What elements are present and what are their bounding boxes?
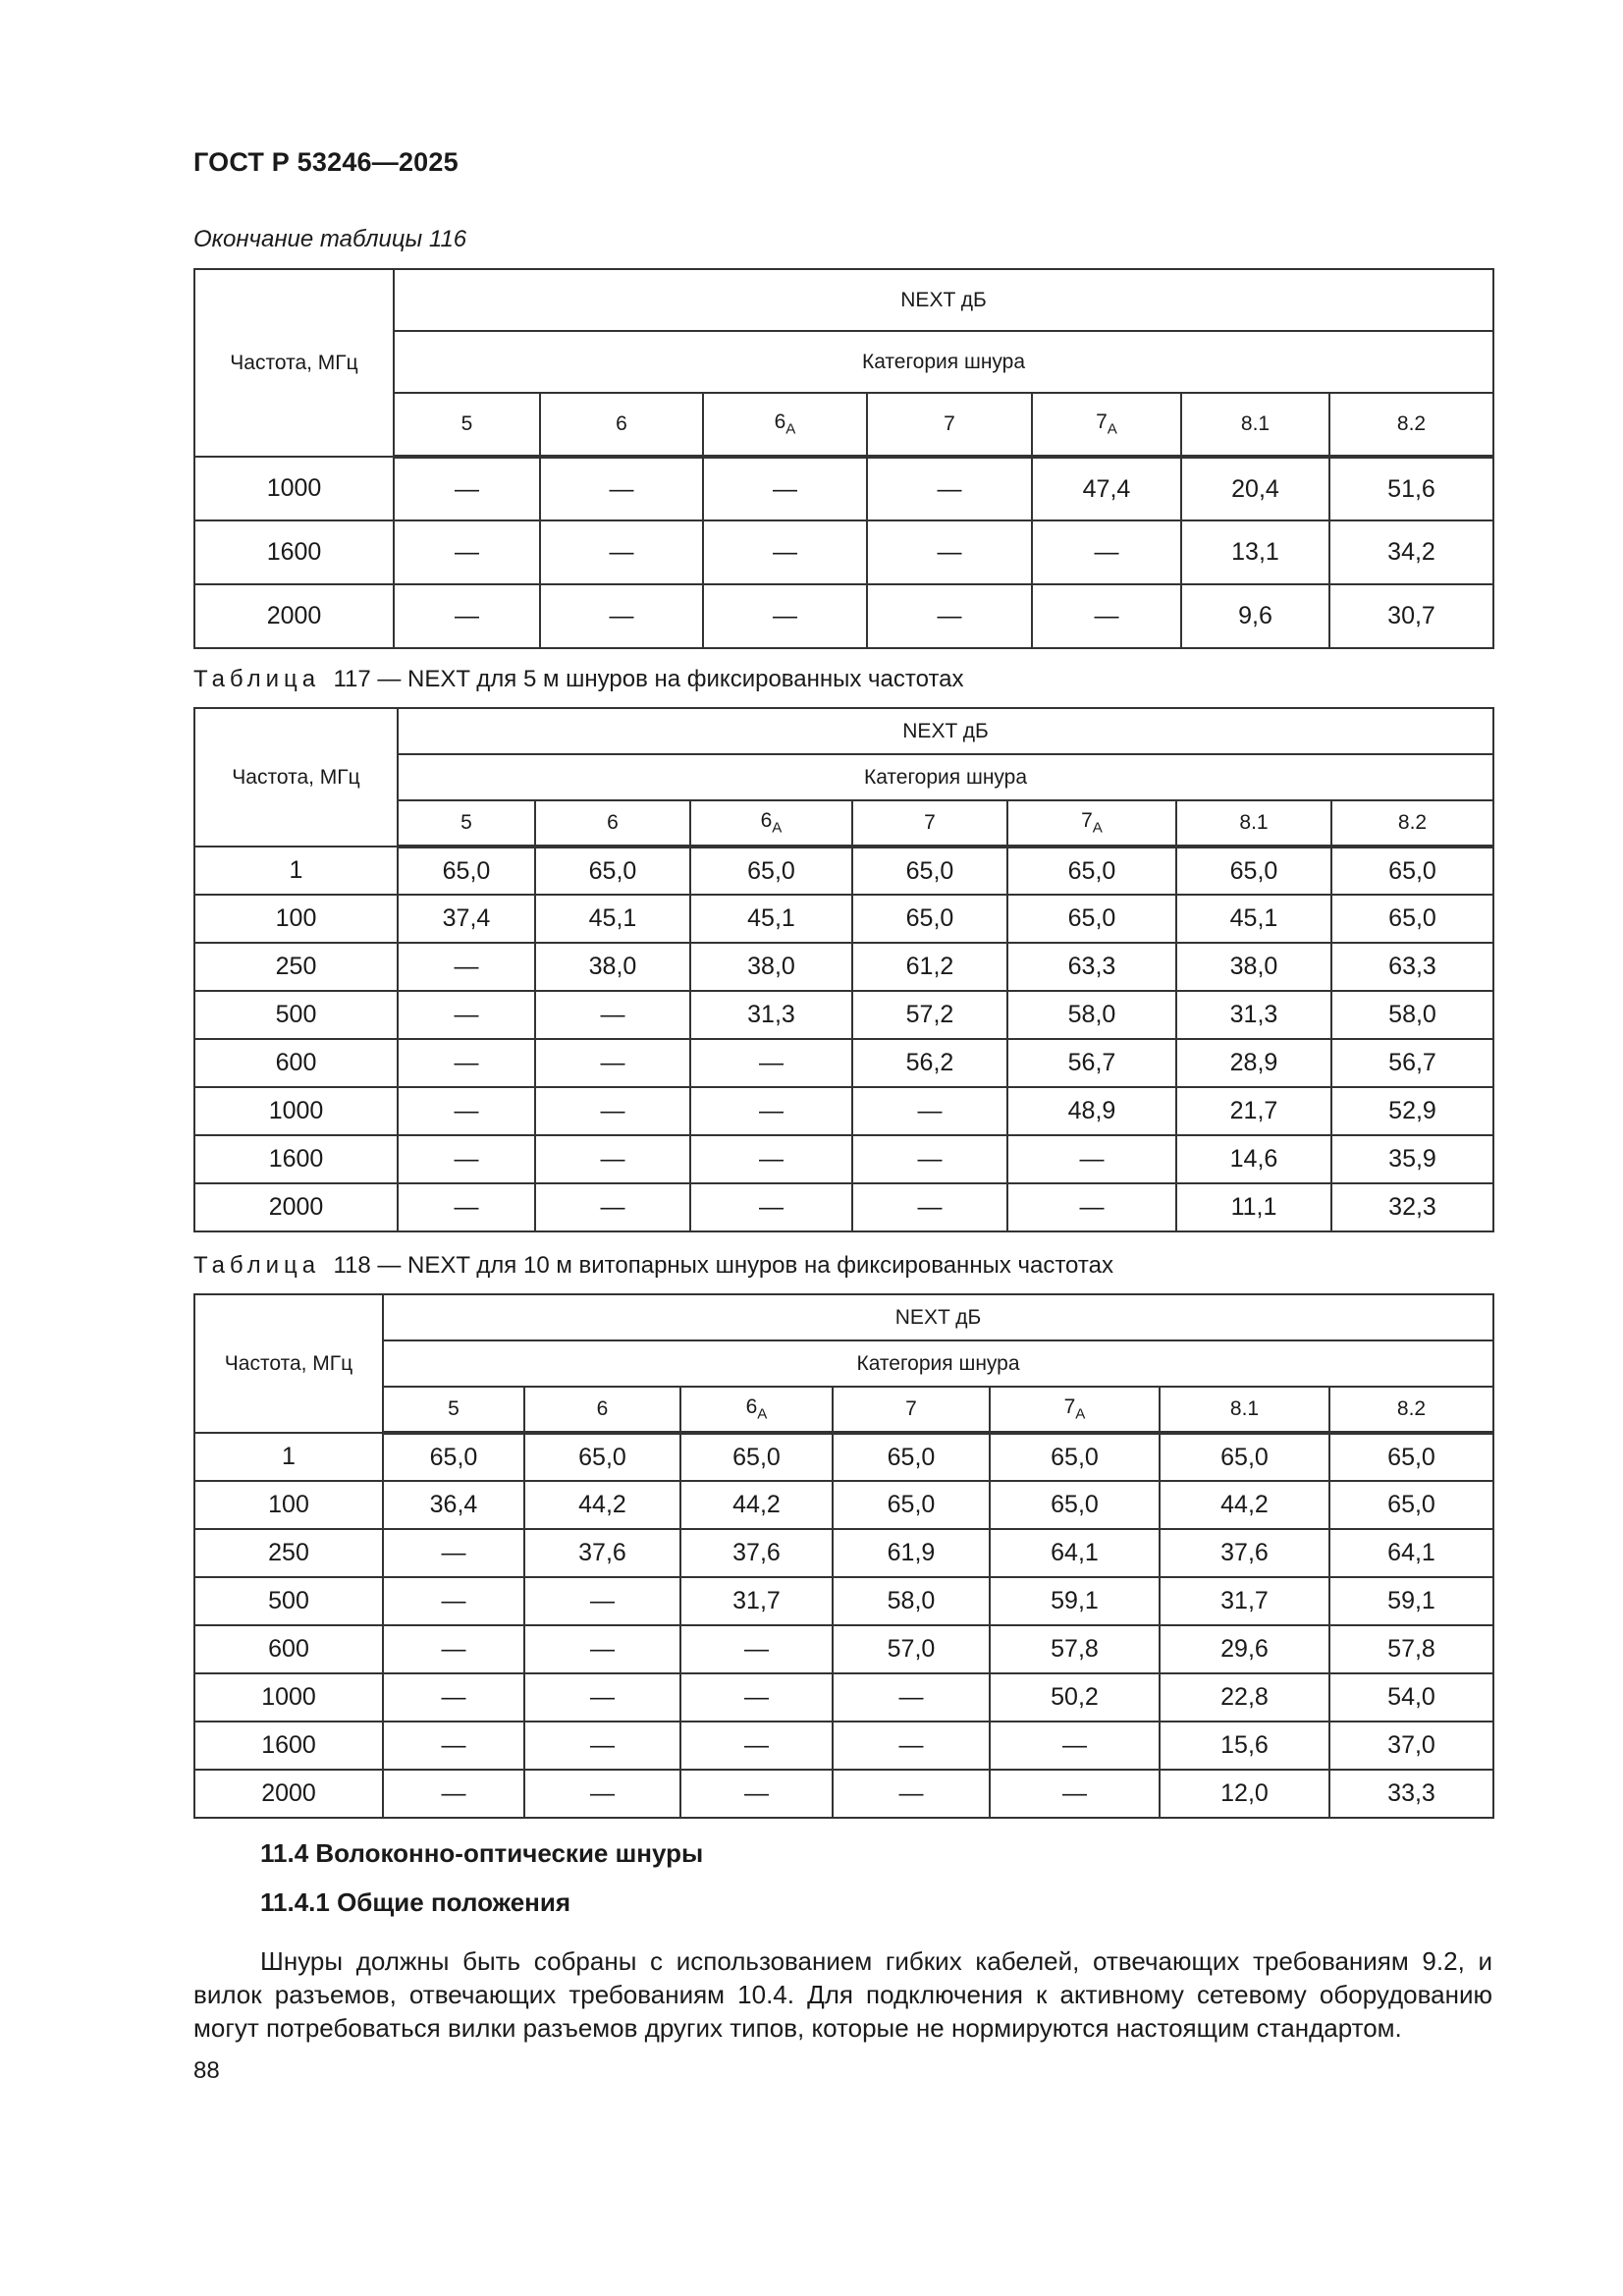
frequency-cell: 250: [194, 1529, 383, 1577]
frequency-header: Частота, МГц: [194, 269, 394, 457]
category-subscript: A: [772, 819, 783, 837]
header-row: [194, 708, 1493, 754]
frequency-cell: 500: [194, 991, 398, 1039]
value-cell: 63,3: [1007, 943, 1176, 991]
value-cell: —: [680, 1673, 833, 1722]
category-label: 5: [448, 1397, 460, 1420]
category-header: Категория шнура: [383, 1340, 1493, 1387]
value-cell: —: [540, 520, 703, 584]
category-label: 6: [616, 412, 627, 435]
value-cell: —: [383, 1770, 524, 1818]
value-cell: 58,0: [833, 1577, 990, 1625]
value-cell: —: [524, 1722, 680, 1770]
category-label: 8.1: [1240, 412, 1271, 435]
header-row: [194, 1340, 1493, 1387]
value-cell: 33,3: [1329, 1770, 1493, 1818]
frequency-cell: 1600: [194, 520, 394, 584]
value-cell: —: [383, 1673, 524, 1722]
frequency-cell: 600: [194, 1625, 383, 1673]
category-cell: [524, 1387, 680, 1433]
value-cell: —: [540, 457, 703, 520]
value-cell: 65,0: [990, 1481, 1160, 1529]
next-header: NEXT дБ: [383, 1294, 1493, 1340]
category-label: 5: [460, 412, 473, 435]
table-116-continuation-caption: Окончание таблицы 116: [193, 226, 467, 252]
value-cell: 56,2: [852, 1039, 1007, 1087]
frequency-cell: 2000: [194, 1183, 398, 1231]
value-cell: —: [540, 584, 703, 648]
category-label: 7: [1096, 410, 1108, 434]
value-cell: —: [394, 520, 540, 584]
page-number: 88: [193, 2057, 220, 2084]
category-label: 6: [760, 809, 773, 833]
value-cell: 65,0: [1007, 895, 1176, 943]
value-cell: —: [680, 1625, 833, 1673]
table-118: [193, 1293, 1494, 1819]
value-cell: —: [703, 520, 867, 584]
value-cell: 65,0: [535, 847, 690, 895]
frequency-cell: 500: [194, 1577, 383, 1625]
category-label: 8.1: [1239, 811, 1269, 834]
value-cell: 45,1: [690, 895, 852, 943]
value-cell: 47,4: [1032, 457, 1181, 520]
value-cell: —: [833, 1673, 990, 1722]
value-cell: 45,1: [535, 895, 690, 943]
category-cell: [990, 1387, 1160, 1433]
value-cell: 65,0: [1007, 847, 1176, 895]
value-cell: 57,8: [1329, 1625, 1493, 1673]
value-cell: 65,0: [852, 895, 1007, 943]
value-cell: —: [398, 991, 535, 1039]
table-row: [194, 1577, 1493, 1625]
category-cell: [1181, 393, 1329, 457]
next-header: NEXT дБ: [394, 269, 1493, 331]
table-row: [194, 991, 1493, 1039]
value-cell: —: [690, 1135, 852, 1183]
table-117-caption: [193, 666, 964, 693]
section-11-4-1-heading: 11.4.1 Общие положения: [260, 1887, 571, 1917]
value-cell: 56,7: [1331, 1039, 1493, 1087]
value-cell: 51,6: [1329, 457, 1493, 520]
category-cell: [690, 800, 852, 847]
value-cell: 37,0: [1329, 1722, 1493, 1770]
category-label: 5: [460, 811, 472, 834]
category-cell: [398, 800, 535, 847]
value-cell: 65,0: [680, 1433, 833, 1481]
value-cell: 37,6: [1160, 1529, 1329, 1577]
frequency-cell: 1000: [194, 1087, 398, 1135]
section-11-4-1-paragraph: Шнуры должны быть собраны с использованием гибких кабелей, отвечающих требованиям 9.2, и вилок разъемов, отвечающих требованиям 10.4. Для подключения к активному сетевому оборудованию могут потребоваться вилки разъемов других типов, которые не нормируются настоящим стандартом.: [193, 1946, 1492, 2043]
value-cell: 32,3: [1331, 1183, 1493, 1231]
value-cell: —: [1032, 584, 1181, 648]
category-cell: [540, 393, 703, 457]
value-cell: 48,9: [1007, 1087, 1176, 1135]
value-cell: —: [852, 1135, 1007, 1183]
value-cell: —: [535, 1039, 690, 1087]
category-subscript: A: [757, 1405, 768, 1423]
table-row: [194, 1625, 1493, 1673]
table-row: [194, 1135, 1493, 1183]
category-label: 8.1: [1229, 1397, 1260, 1420]
category-subscript: A: [1092, 819, 1103, 837]
frequency-cell: 250: [194, 943, 398, 991]
value-cell: —: [394, 584, 540, 648]
frequency-cell: 2000: [194, 584, 394, 648]
value-cell: 44,2: [524, 1481, 680, 1529]
category-label: 8.2: [1396, 1397, 1427, 1420]
frequency-cell: 1000: [194, 1673, 383, 1722]
category-label: 7: [924, 811, 936, 834]
category-cell: [833, 1387, 990, 1433]
value-cell: 31,7: [1160, 1577, 1329, 1625]
value-cell: 65,0: [1331, 847, 1493, 895]
category-label: 8.2: [1396, 412, 1427, 435]
value-cell: 11,1: [1176, 1183, 1331, 1231]
value-cell: 65,0: [990, 1433, 1160, 1481]
category-cell: [383, 1387, 524, 1433]
value-cell: 54,0: [1329, 1673, 1493, 1722]
doc-code: ГОСТ Р 53246—2025: [193, 147, 459, 177]
value-cell: 14,6: [1176, 1135, 1331, 1183]
value-cell: —: [383, 1577, 524, 1625]
value-cell: 58,0: [1007, 991, 1176, 1039]
value-cell: —: [867, 520, 1032, 584]
category-subscript: A: [1075, 1405, 1086, 1423]
value-cell: 59,1: [990, 1577, 1160, 1625]
table-row: [194, 1770, 1493, 1818]
value-cell: 44,2: [680, 1481, 833, 1529]
table-row: [194, 1481, 1493, 1529]
value-cell: —: [703, 457, 867, 520]
value-cell: —: [833, 1722, 990, 1770]
value-cell: 57,8: [990, 1625, 1160, 1673]
value-cell: 65,0: [524, 1433, 680, 1481]
frequency-cell: 1600: [194, 1722, 383, 1770]
value-cell: 9,6: [1181, 584, 1329, 648]
value-cell: 65,0: [852, 847, 1007, 895]
table-row: [194, 520, 1493, 584]
category-row: [194, 1387, 1493, 1433]
category-label: 7: [905, 1397, 917, 1420]
table-row: [194, 895, 1493, 943]
value-cell: 65,0: [383, 1433, 524, 1481]
table-row: [194, 847, 1493, 895]
value-cell: 64,1: [990, 1529, 1160, 1577]
frequency-cell: 100: [194, 1481, 383, 1529]
value-cell: 65,0: [833, 1481, 990, 1529]
value-cell: —: [1007, 1183, 1176, 1231]
next-header: NEXT дБ: [398, 708, 1493, 754]
value-cell: 30,7: [1329, 584, 1493, 648]
value-cell: —: [383, 1625, 524, 1673]
category-cell: [394, 393, 540, 457]
value-cell: —: [535, 1135, 690, 1183]
category-cell: [1007, 800, 1176, 847]
value-cell: 61,9: [833, 1529, 990, 1577]
category-label: 6: [596, 1397, 609, 1420]
value-cell: —: [833, 1770, 990, 1818]
value-cell: —: [690, 1183, 852, 1231]
table-117-caption-prefix: Таблица: [193, 666, 321, 692]
category-label: 6: [774, 410, 786, 434]
value-cell: 31,3: [690, 991, 852, 1039]
category-cell: [1331, 800, 1493, 847]
category-cell: [867, 393, 1032, 457]
value-cell: 65,0: [1176, 847, 1331, 895]
value-cell: 65,0: [398, 847, 535, 895]
category-label: 6: [607, 811, 619, 834]
frequency-cell: 1: [194, 847, 398, 895]
category-cell: [1176, 800, 1331, 847]
value-cell: —: [690, 1087, 852, 1135]
table-row: [194, 457, 1493, 520]
value-cell: 37,6: [680, 1529, 833, 1577]
value-cell: 31,7: [680, 1577, 833, 1625]
table-row: [194, 1433, 1493, 1481]
value-cell: —: [383, 1529, 524, 1577]
value-cell: —: [524, 1625, 680, 1673]
value-cell: 57,2: [852, 991, 1007, 1039]
value-cell: —: [394, 457, 540, 520]
table-row: [194, 1673, 1493, 1722]
category-cell: [1032, 393, 1181, 457]
category-subscript: A: [785, 420, 796, 438]
value-cell: —: [852, 1183, 1007, 1231]
category-cell: [1160, 1387, 1329, 1433]
value-cell: 22,8: [1160, 1673, 1329, 1722]
section-11-4-heading: 11.4 Волоконно-оптические шнуры: [260, 1838, 704, 1868]
frequency-header: Частота, МГц: [194, 1294, 383, 1433]
value-cell: 15,6: [1160, 1722, 1329, 1770]
value-cell: —: [524, 1673, 680, 1722]
value-cell: 37,6: [524, 1529, 680, 1577]
frequency-cell: 1600: [194, 1135, 398, 1183]
table-118-caption: [193, 1252, 1113, 1280]
value-cell: 65,0: [1329, 1481, 1493, 1529]
table-117-caption-text: 117 — NEXT для 5 м шнуров на фиксированных частотах: [333, 666, 964, 692]
value-cell: 38,0: [535, 943, 690, 991]
category-cell: [1329, 393, 1493, 457]
table-116: [193, 268, 1494, 649]
value-cell: —: [524, 1577, 680, 1625]
value-cell: 34,2: [1329, 520, 1493, 584]
frequency-header: Частота, МГц: [194, 708, 398, 847]
value-cell: 64,1: [1329, 1529, 1493, 1577]
value-cell: 59,1: [1329, 1577, 1493, 1625]
table-row: [194, 1529, 1493, 1577]
value-cell: 36,4: [383, 1481, 524, 1529]
category-label: 6: [745, 1395, 758, 1419]
value-cell: 38,0: [690, 943, 852, 991]
frequency-cell: 2000: [194, 1770, 383, 1818]
value-cell: —: [990, 1722, 1160, 1770]
header-row: [194, 269, 1493, 331]
value-cell: —: [867, 584, 1032, 648]
value-cell: 63,3: [1331, 943, 1493, 991]
value-cell: —: [680, 1722, 833, 1770]
value-cell: —: [398, 943, 535, 991]
value-cell: —: [703, 584, 867, 648]
value-cell: 31,3: [1176, 991, 1331, 1039]
category-header: Категория шнура: [394, 331, 1493, 393]
table-118-caption-prefix: Таблица: [193, 1252, 321, 1279]
table-row: [194, 943, 1493, 991]
frequency-cell: 1: [194, 1433, 383, 1481]
value-cell: —: [398, 1039, 535, 1087]
value-cell: 12,0: [1160, 1770, 1329, 1818]
category-cell: [703, 393, 867, 457]
table-row: [194, 1039, 1493, 1087]
value-cell: 45,1: [1176, 895, 1331, 943]
category-label: 8.2: [1397, 811, 1428, 834]
table-117: [193, 707, 1494, 1232]
value-cell: 61,2: [852, 943, 1007, 991]
value-cell: —: [990, 1770, 1160, 1818]
table-row: [194, 584, 1493, 648]
value-cell: 38,0: [1176, 943, 1331, 991]
value-cell: 58,0: [1331, 991, 1493, 1039]
value-cell: —: [535, 1087, 690, 1135]
category-header: Категория шнура: [398, 754, 1493, 800]
value-cell: 65,0: [1160, 1433, 1329, 1481]
category-label: 7: [1081, 809, 1093, 833]
value-cell: 20,4: [1181, 457, 1329, 520]
category-cell: [680, 1387, 833, 1433]
frequency-cell: 1000: [194, 457, 394, 520]
table-row: [194, 1183, 1493, 1231]
header-row: [194, 1294, 1493, 1340]
value-cell: 29,6: [1160, 1625, 1329, 1673]
value-cell: 21,7: [1176, 1087, 1331, 1135]
value-cell: 56,7: [1007, 1039, 1176, 1087]
value-cell: —: [867, 457, 1032, 520]
value-cell: 65,0: [1329, 1433, 1493, 1481]
table-118-caption-text: 118 — NEXT для 10 м витопарных шнуров на фиксированных частотах: [333, 1252, 1113, 1279]
table-row: [194, 1722, 1493, 1770]
category-subscript: A: [1107, 420, 1117, 438]
value-cell: 65,0: [833, 1433, 990, 1481]
value-cell: —: [1032, 520, 1181, 584]
value-cell: 37,4: [398, 895, 535, 943]
frequency-cell: 600: [194, 1039, 398, 1087]
value-cell: —: [398, 1135, 535, 1183]
value-cell: —: [398, 1183, 535, 1231]
value-cell: —: [535, 991, 690, 1039]
category-cell: [852, 800, 1007, 847]
value-cell: —: [690, 1039, 852, 1087]
category-cell: [535, 800, 690, 847]
value-cell: 13,1: [1181, 520, 1329, 584]
value-cell: —: [852, 1087, 1007, 1135]
value-cell: 28,9: [1176, 1039, 1331, 1087]
category-cell: [1329, 1387, 1493, 1433]
table-row: [194, 1087, 1493, 1135]
value-cell: 57,0: [833, 1625, 990, 1673]
category-label: 7: [1063, 1395, 1076, 1419]
value-cell: 65,0: [690, 847, 852, 895]
category-label: 7: [944, 412, 955, 435]
frequency-cell: 100: [194, 895, 398, 943]
value-cell: —: [680, 1770, 833, 1818]
value-cell: 50,2: [990, 1673, 1160, 1722]
value-cell: —: [383, 1722, 524, 1770]
value-cell: 65,0: [1331, 895, 1493, 943]
value-cell: 44,2: [1160, 1481, 1329, 1529]
value-cell: —: [535, 1183, 690, 1231]
value-cell: —: [398, 1087, 535, 1135]
value-cell: —: [1007, 1135, 1176, 1183]
value-cell: 52,9: [1331, 1087, 1493, 1135]
value-cell: —: [524, 1770, 680, 1818]
value-cell: 35,9: [1331, 1135, 1493, 1183]
